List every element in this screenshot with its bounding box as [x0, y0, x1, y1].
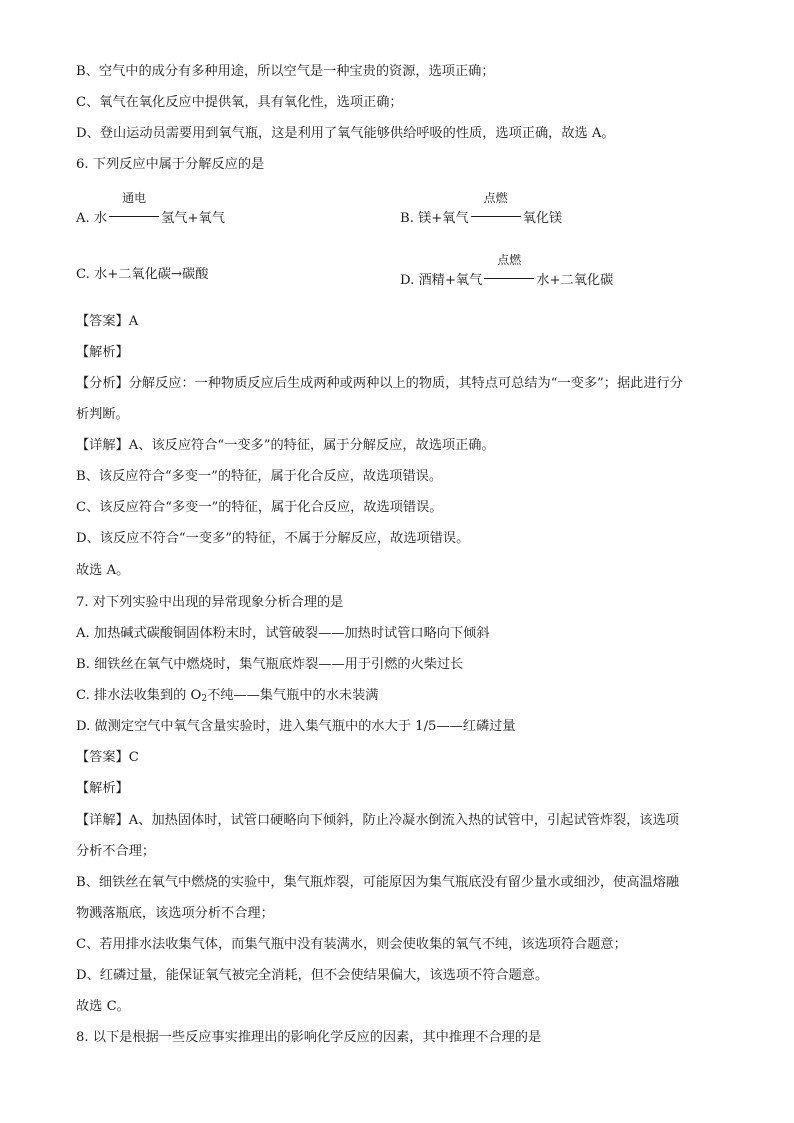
fenxi-tag: 【分析】	[76, 376, 129, 391]
reaction-bar	[484, 278, 534, 279]
text-line	[76, 375, 683, 393]
xiangjie-tag: 【详解】	[76, 438, 129, 453]
analysis-heading	[76, 344, 129, 362]
text-line: C、氧气在氧化反应中提供氧，具有氧化性，选项正确；	[76, 95, 403, 110]
fenxi-text: 分解反应：一种物质反应后生成两种或两种以上的物质，其特点可总结为“一变多”；据此进行分	[128, 376, 683, 391]
reaction-bar	[471, 216, 521, 217]
option-6a	[76, 191, 225, 228]
option-7b: B. 细铁丝在氧气中燃烧时，集气瓶底炸裂——用于引燃的火柴过长	[76, 657, 464, 672]
text-line: 物溅落瓶底，该选项分析不合理；	[76, 906, 274, 921]
text-line	[76, 812, 679, 830]
text-line: 分析不合理；	[76, 844, 156, 859]
analysis-tag: 【解析】	[76, 345, 129, 360]
text-line: 析判断。	[76, 407, 129, 422]
text-line: C、该反应符合“多变一”的特征，属于化合反应，故选项错误。	[76, 500, 443, 515]
option-6d	[400, 253, 614, 290]
question-6: 6. 下列反应中属于分解反应的是	[76, 157, 265, 172]
answer-7	[76, 749, 139, 767]
option-6d-reactant: D. 酒精+氧气	[400, 273, 483, 288]
answer-tag: 【答案】	[76, 750, 129, 765]
question-7: 7. 对下列实验中出现的异常现象分析合理的是	[76, 595, 344, 610]
text-line: D、登山运动员需要用到氧气瓶，这是利用了氧气能够供给呼吸的性质，选项正确，故选 A。	[76, 126, 615, 141]
option-7a: A. 加热碱式碳酸铜固体粉末时，试管破裂——加热时试管口略向下倾斜	[76, 626, 490, 641]
text-line: 故选 C。	[76, 999, 130, 1014]
option-6b-reactant: B. 镁+氧气	[400, 211, 469, 226]
condition-label: 点燃	[497, 253, 522, 267]
option-7c-text: 不纯——集气瓶中的水未装满	[207, 688, 379, 703]
analysis-heading	[76, 780, 129, 798]
condition-label: 点燃	[483, 191, 508, 205]
analysis-tag: 【解析】	[76, 781, 129, 796]
option-7d: D. 做测定空气中氧气含量实验时，进入集气瓶中的水大于 1/5——红磷过量	[76, 719, 516, 734]
text-line: B、该反应符合“多变一”的特征，属于化合反应，故选项错误。	[76, 469, 443, 484]
answer-value: C	[128, 750, 139, 765]
question-8: 8. 以下是根据一些反应事实推理出的影响化学反应的因素，其中推理不合理的是	[76, 1030, 542, 1045]
option-7c	[76, 687, 379, 708]
text-line: 故选 A。	[76, 563, 130, 578]
answer-value: A	[128, 314, 139, 329]
text-line: D、该反应不符合“一变多”的特征，不属于分解反应，故选项错误。	[76, 531, 470, 546]
option-7c-text: C. 排水法收集到的 O	[76, 688, 202, 703]
condition-arrow	[469, 191, 523, 222]
condition-arrow	[482, 253, 536, 284]
reaction-bar	[109, 216, 159, 217]
answer-6	[76, 313, 138, 331]
subscript: 2	[201, 694, 208, 704]
text-line: B、空气中的成分有多种用途，所以空气是一种宝贵的资源，选项正确；	[76, 64, 495, 79]
condition-arrow	[107, 191, 161, 222]
answer-tag: 【答案】	[76, 314, 129, 329]
xiangjie-text: A、该反应符合“一变多”的特征，属于分解反应，故选项正确。	[128, 438, 495, 453]
option-6a-product: 氢气+氧气	[161, 211, 225, 226]
text-line	[76, 437, 495, 455]
option-6b-product: 氧化镁	[522, 211, 563, 226]
text-line: D、红磷过量，能保证氧气被完全消耗，但不会使结果偏大，该选项不符合题意。	[76, 968, 549, 983]
text-line: C、若用排水法收集气体，而集气瓶中没有装满水，则会使收集的氧气不纯，该选项符合题意；	[76, 937, 627, 952]
xiangjie-text: A、加热固体时，试管口硬略向下倾斜，防止冷凝水倒流入热的试管中，引起试管炸裂，该选项	[128, 813, 679, 828]
text-line: B、细铁丝在氧气中燃烧的实验中，集气瓶炸裂，可能原因为集气瓶底没有留少量水或细沙，使高温熔融	[76, 875, 680, 890]
option-6d-product: 水+二氧化碳	[536, 273, 614, 288]
option-6b	[400, 191, 563, 228]
xiangjie-tag: 【详解】	[76, 813, 129, 828]
condition-label: 通电	[122, 191, 147, 205]
option-6c: C. 水+二氧化碳→碳酸	[76, 267, 209, 282]
option-6a-reactant: A. 水	[76, 211, 108, 226]
